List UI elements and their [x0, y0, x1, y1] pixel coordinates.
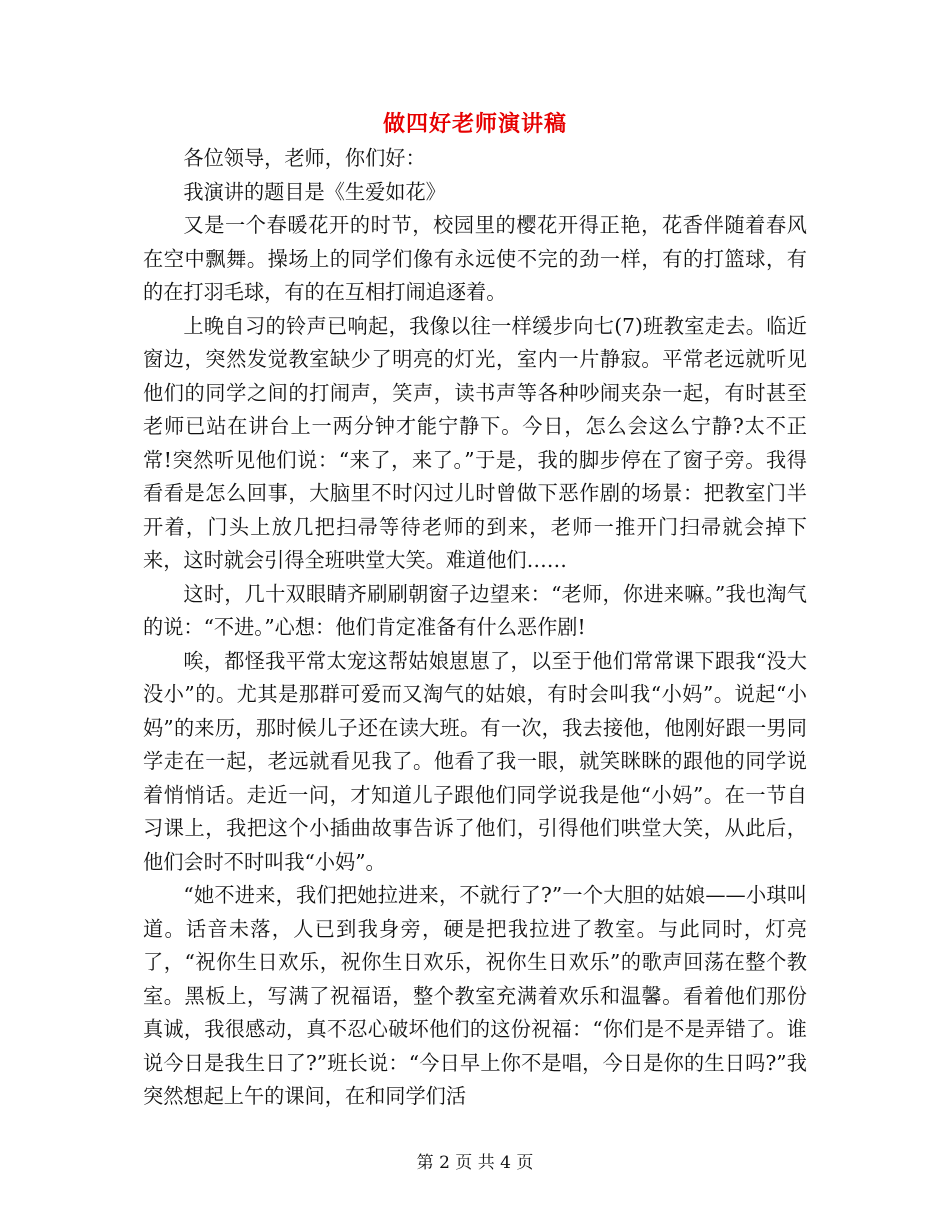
- body-paragraph: 上晚自习的铃声已响起，我像以往一样缓步向七(7)班教室走去。临近窗边，突然发觉教室缺少了明亮的灯光，室内一片静寂。平常老远就听见他们的同学之间的打闹声，笑声，读书声等各种吵闹夹杂一起，有时甚至老师已站在讲台上一两分钟才能宁静下。今日，怎么会这么宁静?太不正常!突然听见他们说：“来了，来了。”于是，我的脚步停在了窗子旁。我得看看是怎么回事，大脑里不时闪过儿时曾做下恶作剧的场景：把教室门半开着，门头上放几把扫帚等待老师的到来，老师一推开门扫帚就会掉下来，这时就会引得全班哄堂大笑。难道他们……: [143, 313, 807, 572]
- document-body: [143, 142, 807, 1114]
- speech-topic-paragraph: 我演讲的题目是《生爱如花》: [183, 179, 446, 204]
- document-title: 做四好老师演讲稿: [382, 111, 567, 137]
- body-paragraph: “她不进来，我们把她拉进来，不就行了?”一个大胆的姑娘——小琪叫道。话音未落，人已到我身旁，硬是把我拉进了教室。与此同时，灯亮了，“祝你生日欢乐，祝你生日欢乐，祝你生日欢乐”的歌声回荡在整个教室。黑板上，写满了祝福语，整个教室充满着欢乐和温馨。看着他们那份真诚，我很感动，真不忍心破坏他们的这份祝福：“你们是不是弄错了。谁说今日是我生日了?”班长说：“今日早上你不是唱，今日是你的生日吗?”我突然想起上午的课间，在和同学们活: [143, 883, 807, 1108]
- body-paragraph: 唉，都怪我平常太宠这帮姑娘崽崽了，以至于他们常常课下跟我“没大没小”的。尤其是那群可爱而又淘气的姑娘，有时会叫我“小妈”。说起“小妈”的来历，那时候儿子还在读大班。有一次，我去接他，他刚好跟一男同学走在一起，老远就看见我了。他看了我一眼，就笑眯眯的跟他的同学说着悄悄话。走近一问，才知道儿子跟他们同学说我是他“小妈”。在一节自习课上，我把这个小插曲故事告诉了他们，引得他们哄堂大笑，从此后，他们会时不时叫我“小妈”。: [143, 648, 807, 874]
- greeting-paragraph: 各位领导，老师，你们好：: [183, 146, 426, 170]
- body-paragraph: 这时，几十双眼睛齐刷刷朝窗子边望来：“老师，你进来嘛。”我也淘气的说：“不进。”心想：他们肯定准备有什么恶作剧!: [143, 581, 807, 639]
- page-number-footer: 第 2 页 共 4 页: [416, 1153, 534, 1173]
- body-paragraph: 又是一个春暖花开的时节，校园里的樱花开得正艳，花香伴随着春风在空中飘舞。操场上的同学们像有永远使不完的劲一样，有的打篮球，有的在打羽毛球，有的在互相打闹追逐着。: [143, 213, 807, 304]
